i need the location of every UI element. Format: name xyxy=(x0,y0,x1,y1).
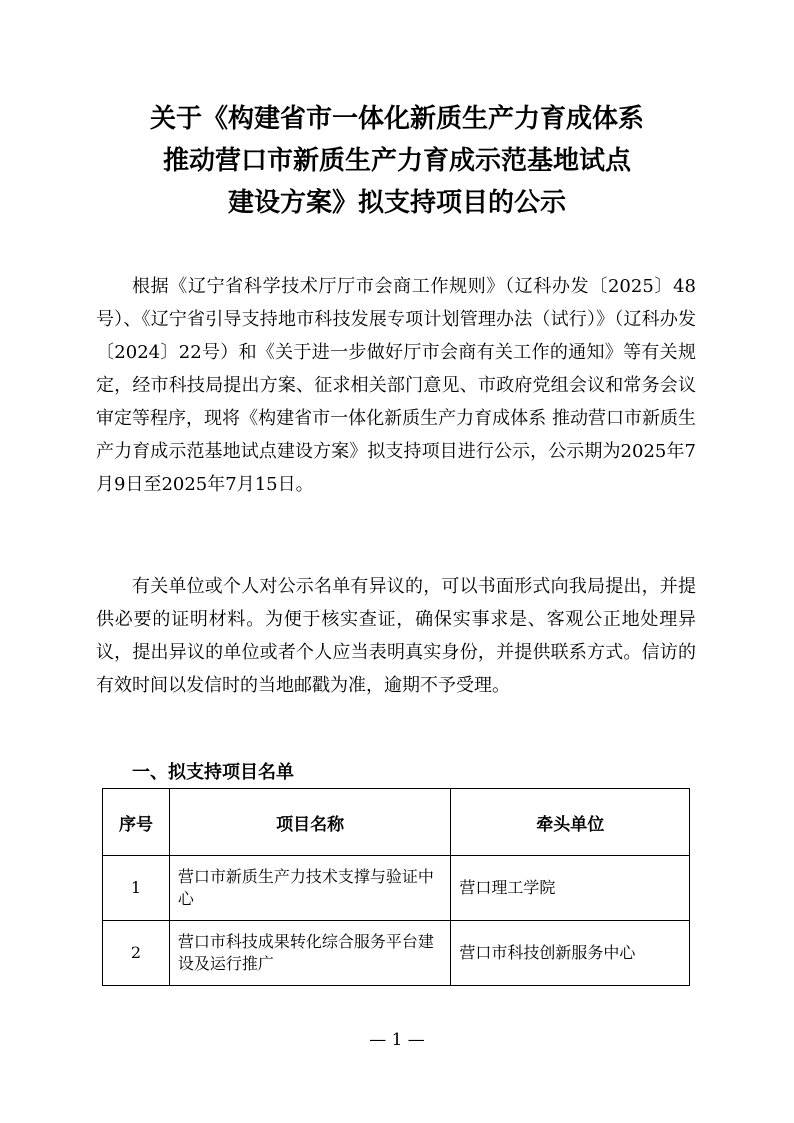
header-project-name: 项目名称 xyxy=(169,789,450,856)
body-paragraph-basis: 根据《辽宁省科学技术厅厅市会商工作规则》（辽科办发〔2025〕48号）、《辽宁省引导支持地市科技发展专项计划管理办法（试行）》（辽科办发〔2024〕22号）和《关于进一步做好厅市会商有关工作的通知》等有关规定，经市科技局提出方案、征求相关部门意见、市政府党组会议和常务会议审定等程序，现将《构建省市一体化新质生产力育成体系 推动营口市新质生产力育成示范基地试点建设方案》拟支持项目进行公示，公示期为2025年7月9日至2025年7月15日。 xyxy=(96,276,696,495)
row-project-name: 营口市新质生产力技术支撑与验证中心 xyxy=(169,856,450,921)
section-heading: 一、拟支持项目名单 xyxy=(132,762,294,783)
page-number: — 1 — xyxy=(369,1030,425,1050)
title-line-2: 推动营口市新质生产力育成示范基地试点 xyxy=(162,146,631,176)
body-paragraph-objection: 有关单位或个人对公示名单有异议的，可以书面形式向我局提出，并提供必要的证明材料。为便于核实查证，确保实事求是、客观公正地处理异议，提出异议的单位或者个人应当表明真实身份，并提供联系方式。信访的有效时间以发信时的当地邮戳为准，逾期不予受理。 xyxy=(96,576,696,696)
row-serial-number: 2 xyxy=(103,921,170,986)
title-line-1: 关于《构建省市一体化新质生产力育成体系 xyxy=(149,104,644,134)
row-serial-number: 1 xyxy=(103,856,170,921)
document-title xyxy=(60,98,734,224)
header-serial-number: 序号 xyxy=(103,789,170,856)
row-lead-unit: 营口市科技创新服务中心 xyxy=(451,921,690,986)
row-lead-unit: 营口理工学院 xyxy=(451,856,690,921)
title-line-3: 建设方案》拟支持项目的公示 xyxy=(227,188,566,218)
table-header-row xyxy=(103,789,690,856)
row-project-name: 营口市科技成果转化综合服务平台建设及运行推广 xyxy=(169,921,450,986)
table-row xyxy=(103,921,690,986)
table-row xyxy=(103,856,690,921)
project-table xyxy=(102,788,690,986)
header-lead-unit: 牵头单位 xyxy=(451,789,690,856)
